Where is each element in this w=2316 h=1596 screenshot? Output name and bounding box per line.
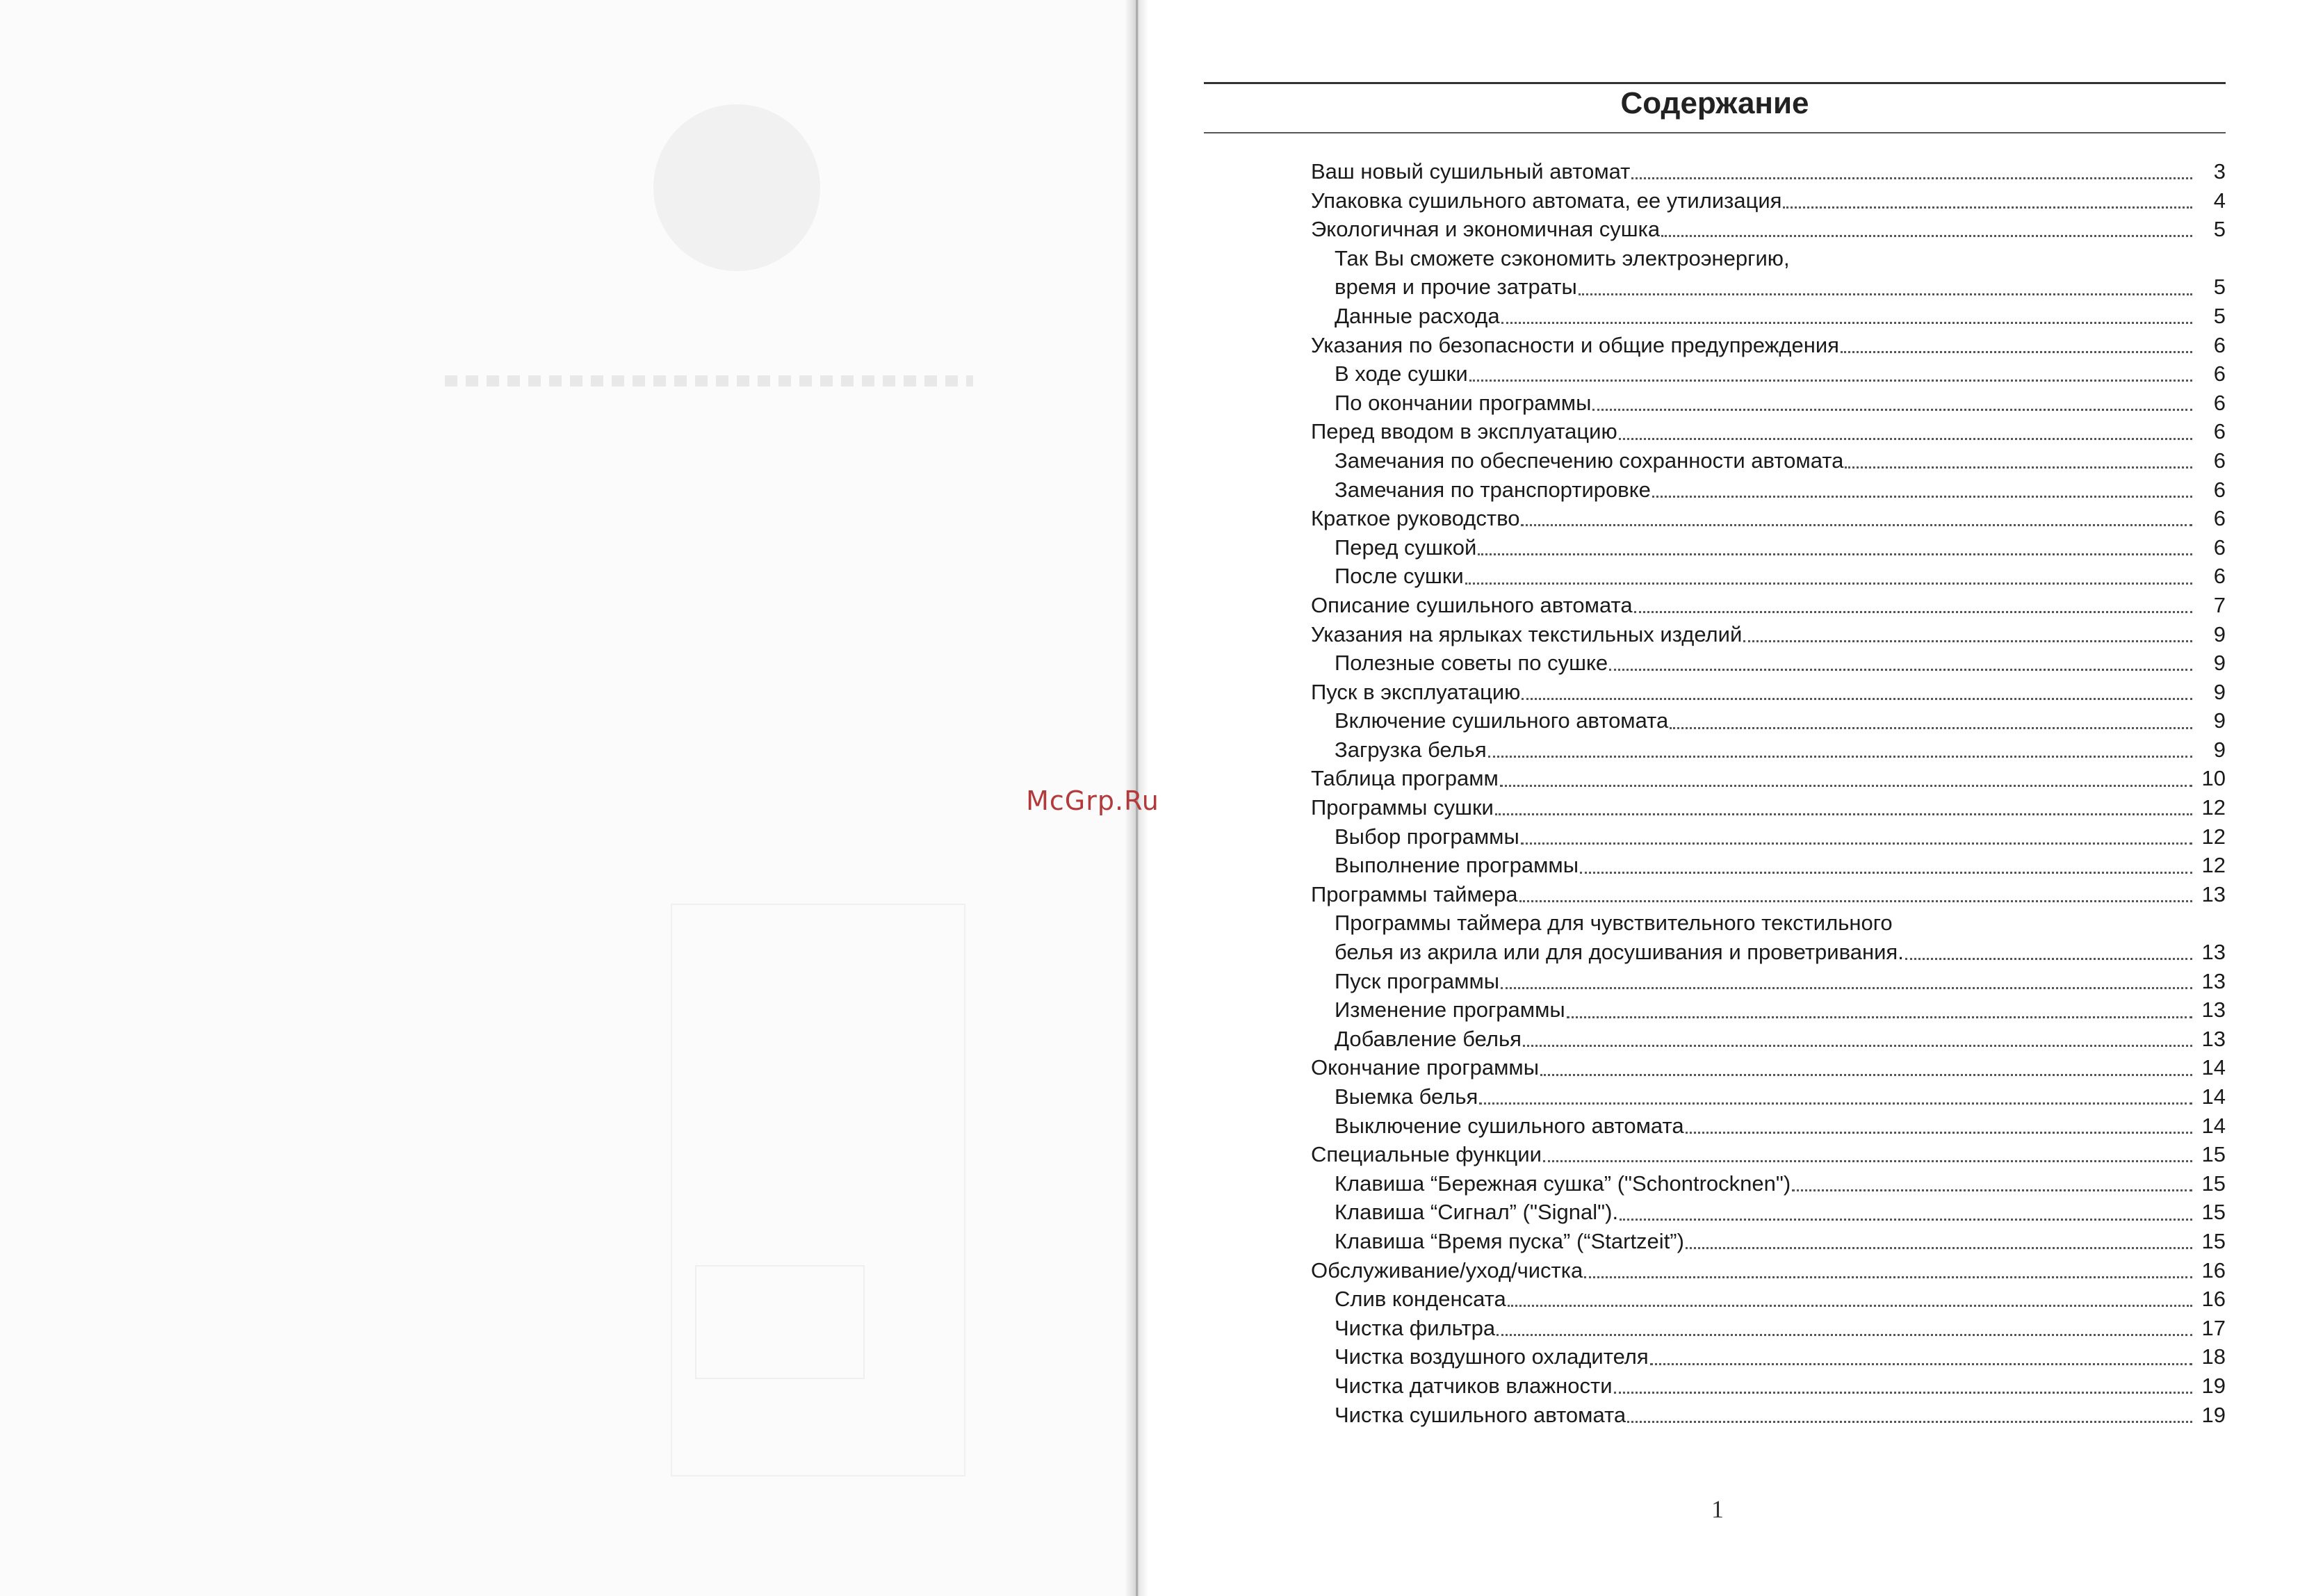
toc-entry-page: 19 [2201,1402,2226,1427]
left-page [0,0,1140,1596]
toc-dot-leader [1522,698,2192,700]
toc-dot-leader [1478,553,2192,555]
bleed-through-frame [671,904,965,1476]
toc-entry[interactable] [1311,533,2226,562]
toc-entry-label: Экологичная и экономичная сушка [1311,217,1661,242]
toc-entry-label: белья из акрила или для досушивания и проветривания. [1335,940,1904,965]
toc-entry[interactable] [1311,591,2226,620]
toc-dot-leader [1500,785,2192,787]
toc-dot-leader [1501,987,2192,989]
toc-entry-page: 15 [2201,1200,2226,1225]
toc-entry-page: 3 [2213,159,2226,184]
toc-entry[interactable] [1311,417,2226,446]
toc-entry-label: Пуск программы [1335,968,1500,993]
toc-entry-label: Данные расхода [1335,303,1500,328]
toc-dot-leader [1670,727,2192,729]
toc-entry[interactable] [1311,851,2226,880]
toc-entry[interactable] [1311,649,2226,678]
toc-entry-label: Программы таймера для чувствительного текстильного [1335,911,1893,936]
toc-dot-leader [1497,1334,2192,1336]
toc-dot-leader [1579,293,2192,295]
toc-entry-label: Выбор программы [1335,824,1519,849]
watermark: McGrp.Ru [1026,785,1159,816]
toc-dot-leader [1652,496,2192,498]
toc-entry-label: По окончании программы [1335,390,1592,415]
toc-dot-leader [1620,1219,2192,1221]
toc-entry-page: 7 [2213,592,2226,617]
toc-entry[interactable] [1311,793,2226,822]
toc-entry-label: Пуск в эксплуатацию [1311,679,1521,704]
toc-dot-leader [1488,756,2192,758]
toc-entry[interactable] [1311,1227,2226,1256]
toc-entry[interactable] [1311,1256,2226,1285]
toc-entry-page: 12 [2201,795,2226,820]
toc-entry-page: 15 [2201,1228,2226,1253]
toc-entry-page: 13 [2201,997,2226,1023]
toc-entry-label: Перед вводом в эксплуатацию [1311,419,1617,444]
page-title: Содержание [1620,86,1809,120]
toc-entry-page: 5 [2213,303,2226,328]
toc-dot-leader [1567,1016,2192,1018]
toc-entry-page: 17 [2201,1315,2226,1340]
toc-entry-page: 6 [2213,361,2226,386]
toc-entry-label: Замечания по обеспечению сохранности автомата [1335,448,1844,473]
toc-dot-leader [1627,1421,2192,1423]
toc-entry-page: 16 [2201,1257,2226,1282]
toc-entry-page: 13 [2201,881,2226,906]
toc-entry[interactable] [1311,562,2226,591]
toc-entry[interactable] [1311,909,2226,938]
toc-entry-label: Клавиша “Время пуска” (“Startzeit”) [1335,1228,1684,1253]
toc-entry[interactable] [1311,1342,2226,1371]
toc-entry[interactable] [1311,1082,2226,1112]
toc-entry-page: 15 [2201,1142,2226,1167]
toc-entry-page: 9 [2213,651,2226,676]
toc-entry-page: 6 [2213,390,2226,415]
toc-dot-leader [1501,322,2192,324]
toc-entry[interactable] [1311,706,2226,735]
toc-entry-page: 4 [2213,188,2226,213]
table-of-contents [1311,157,2226,1429]
toc-entry[interactable] [1311,1025,2226,1054]
toc-entry-page: 9 [2213,621,2226,646]
toc-entry-page: 14 [2201,1084,2226,1109]
toc-entry-label: Чистка датчиков влажности [1335,1373,1613,1398]
toc-dot-leader [1905,958,2192,960]
toc-entry-label: Добавление белья [1335,1026,1522,1051]
toc-entry-label: Замечания по транспортировке [1335,477,1651,502]
toc-entry-page: 6 [2213,535,2226,560]
toc-entry-page: 9 [2213,737,2226,762]
toc-dot-leader [1521,842,2192,845]
title-rule [1204,132,2226,133]
toc-entry[interactable] [1311,1401,2226,1430]
toc-entry-page: 15 [2201,1171,2226,1196]
toc-dot-leader [1495,813,2192,815]
toc-entry-page: 12 [2201,853,2226,878]
toc-entry-label: Так Вы сможете сэкономить электроэнергию, [1335,245,1790,270]
toc-dot-leader [1686,1132,2192,1134]
toc-entry-label: Клавиша “Бережная сушка” ("Schontrocknen") [1335,1171,1791,1196]
toc-entry[interactable] [1311,389,2226,418]
top-rule [1204,82,2226,84]
toc-entry-page: 14 [2201,1055,2226,1080]
bleed-through-box [695,1265,865,1379]
toc-entry[interactable] [1311,967,2226,996]
toc-entry-label: Указания на ярлыках текстильных изделий [1311,621,1743,646]
toc-entry-label: Выемка белья [1335,1084,1478,1109]
bleed-through-circle [653,104,820,271]
toc-entry-page: 13 [2201,940,2226,965]
toc-entry-label: Программы таймера [1311,881,1518,906]
toc-entry[interactable] [1311,186,2226,215]
toc-entry[interactable] [1311,1198,2226,1227]
toc-entry-label: Полезные советы по сушке [1335,651,1608,676]
toc-dot-leader [1479,1102,2192,1105]
toc-entry-label: Краткое руководство [1311,506,1520,531]
toc-dot-leader [1540,1074,2192,1076]
toc-entry-label: Выключение сушильного автомата [1335,1113,1684,1138]
toc-entry[interactable] [1311,620,2226,649]
toc-entry-label: Перед сушкой [1335,535,1477,560]
toc-entry-page: 18 [2201,1344,2226,1369]
page-number: 1 [1711,1495,1724,1523]
toc-entry[interactable] [1311,1112,2226,1141]
toc-entry-label: Чистка фильтра [1335,1315,1496,1340]
toc-dot-leader [1841,351,2192,353]
toc-entry-label: Обслуживание/уход/чистка [1311,1257,1583,1282]
toc-entry[interactable] [1311,302,2226,331]
toc-dot-leader [1619,438,2192,440]
toc-entry[interactable] [1311,359,2226,389]
toc-entry-page: 6 [2213,448,2226,473]
toc-entry[interactable] [1311,215,2226,244]
toc-entry-label: Включение сушильного автомата [1335,708,1669,733]
toc-dot-leader [1783,206,2192,209]
toc-entry-label: время и прочие затраты [1335,275,1577,300]
toc-dot-leader [1584,1276,2192,1278]
toc-entry[interactable] [1311,735,2226,765]
toc-entry[interactable] [1311,1140,2226,1169]
toc-entry-page: 16 [2201,1287,2226,1312]
toc-entry[interactable] [1311,678,2226,707]
toc-dot-leader [1523,1045,2192,1047]
toc-dot-leader [1469,380,2192,382]
toc-dot-leader [1614,1392,2192,1394]
toc-entry-label: Ваш новый сушильный автомат [1311,159,1631,184]
toc-entry-page: 9 [2213,679,2226,704]
toc-dot-leader [1465,583,2192,585]
toc-dot-leader [1845,466,2192,469]
toc-dot-leader [1580,872,2192,874]
toc-entry-page: 6 [2213,506,2226,531]
toc-entry[interactable] [1311,995,2226,1025]
toc-dot-leader [1743,640,2192,642]
toc-dot-leader [1592,409,2192,411]
toc-entry-label: Чистка воздушного охладителя [1335,1344,1649,1369]
toc-entry[interactable] [1311,1285,2226,1314]
toc-dot-leader [1792,1189,2192,1191]
toc-dot-leader [1543,1160,2192,1162]
toc-entry-label: Таблица программ [1311,766,1499,791]
toc-entry-label: Окончание программы [1311,1055,1540,1080]
toc-entry[interactable] [1311,157,2226,186]
toc-entry-label: В ходе сушки [1335,361,1468,386]
toc-dot-leader [1686,1247,2192,1249]
toc-entry-page: 10 [2201,766,2226,791]
toc-dot-leader [1519,900,2192,902]
toc-entry-label: Специальные функции [1311,1142,1542,1167]
toc-entry-label: Программы сушки [1311,795,1494,820]
toc-entry-page: 14 [2201,1113,2226,1138]
toc-dot-leader [1521,524,2192,526]
toc-entry[interactable] [1311,272,2226,302]
toc-entry[interactable] [1311,331,2226,360]
toc-entry[interactable] [1311,880,2226,909]
toc-entry-page: 12 [2201,824,2226,849]
toc-entry-page: 5 [2213,217,2226,242]
toc-entry[interactable] [1311,504,2226,533]
toc-entry-label: Слив конденсата [1335,1287,1506,1312]
toc-entry-page: 9 [2213,708,2226,733]
toc-entry[interactable] [1311,1169,2226,1198]
toc-entry-label: Изменение программы [1335,997,1565,1023]
toc-dot-leader [1508,1305,2192,1307]
toc-entry-label: Чистка сушильного автомата [1335,1402,1626,1427]
toc-entry-label: Клавиша “Сигнал” ("Signal"). [1335,1200,1619,1225]
toc-entry[interactable] [1311,764,2226,793]
toc-entry-label: Выполнение программы [1335,853,1579,878]
toc-entry[interactable] [1311,822,2226,852]
toc-entry-label: Загрузка белья [1335,737,1487,762]
toc-entry-page: 13 [2201,968,2226,993]
toc-entry[interactable] [1311,244,2226,273]
toc-entry-page: 6 [2213,564,2226,589]
toc-entry-page: 13 [2201,1026,2226,1051]
toc-entry[interactable] [1311,1314,2226,1343]
toc-entry-page: 6 [2213,477,2226,502]
toc-dot-leader [1634,611,2192,613]
bleed-through-line [445,375,973,386]
toc-dot-leader [1609,669,2192,671]
toc-entry-page: 19 [2201,1373,2226,1398]
toc-entry[interactable] [1311,1371,2226,1401]
toc-entry[interactable] [1311,475,2226,505]
toc-entry-page: 6 [2213,332,2226,357]
toc-entry[interactable] [1311,938,2226,967]
toc-dot-leader [1661,235,2192,237]
toc-entry-page: 6 [2213,419,2226,444]
toc-entry[interactable] [1311,1053,2226,1082]
toc-entry-label: Упаковка сушильного автомата, ее утилизация [1311,188,1782,213]
toc-dot-leader [1631,177,2192,179]
toc-entry-label: После сушки [1335,564,1464,589]
toc-entry-label: Описание сушильного автомата [1311,592,1633,617]
toc-entry[interactable] [1311,446,2226,475]
toc-entry-label: Указания по безопасности и общие предупреждения [1311,332,1839,357]
toc-entry-page: 5 [2213,275,2226,300]
toc-dot-leader [1650,1363,2192,1365]
